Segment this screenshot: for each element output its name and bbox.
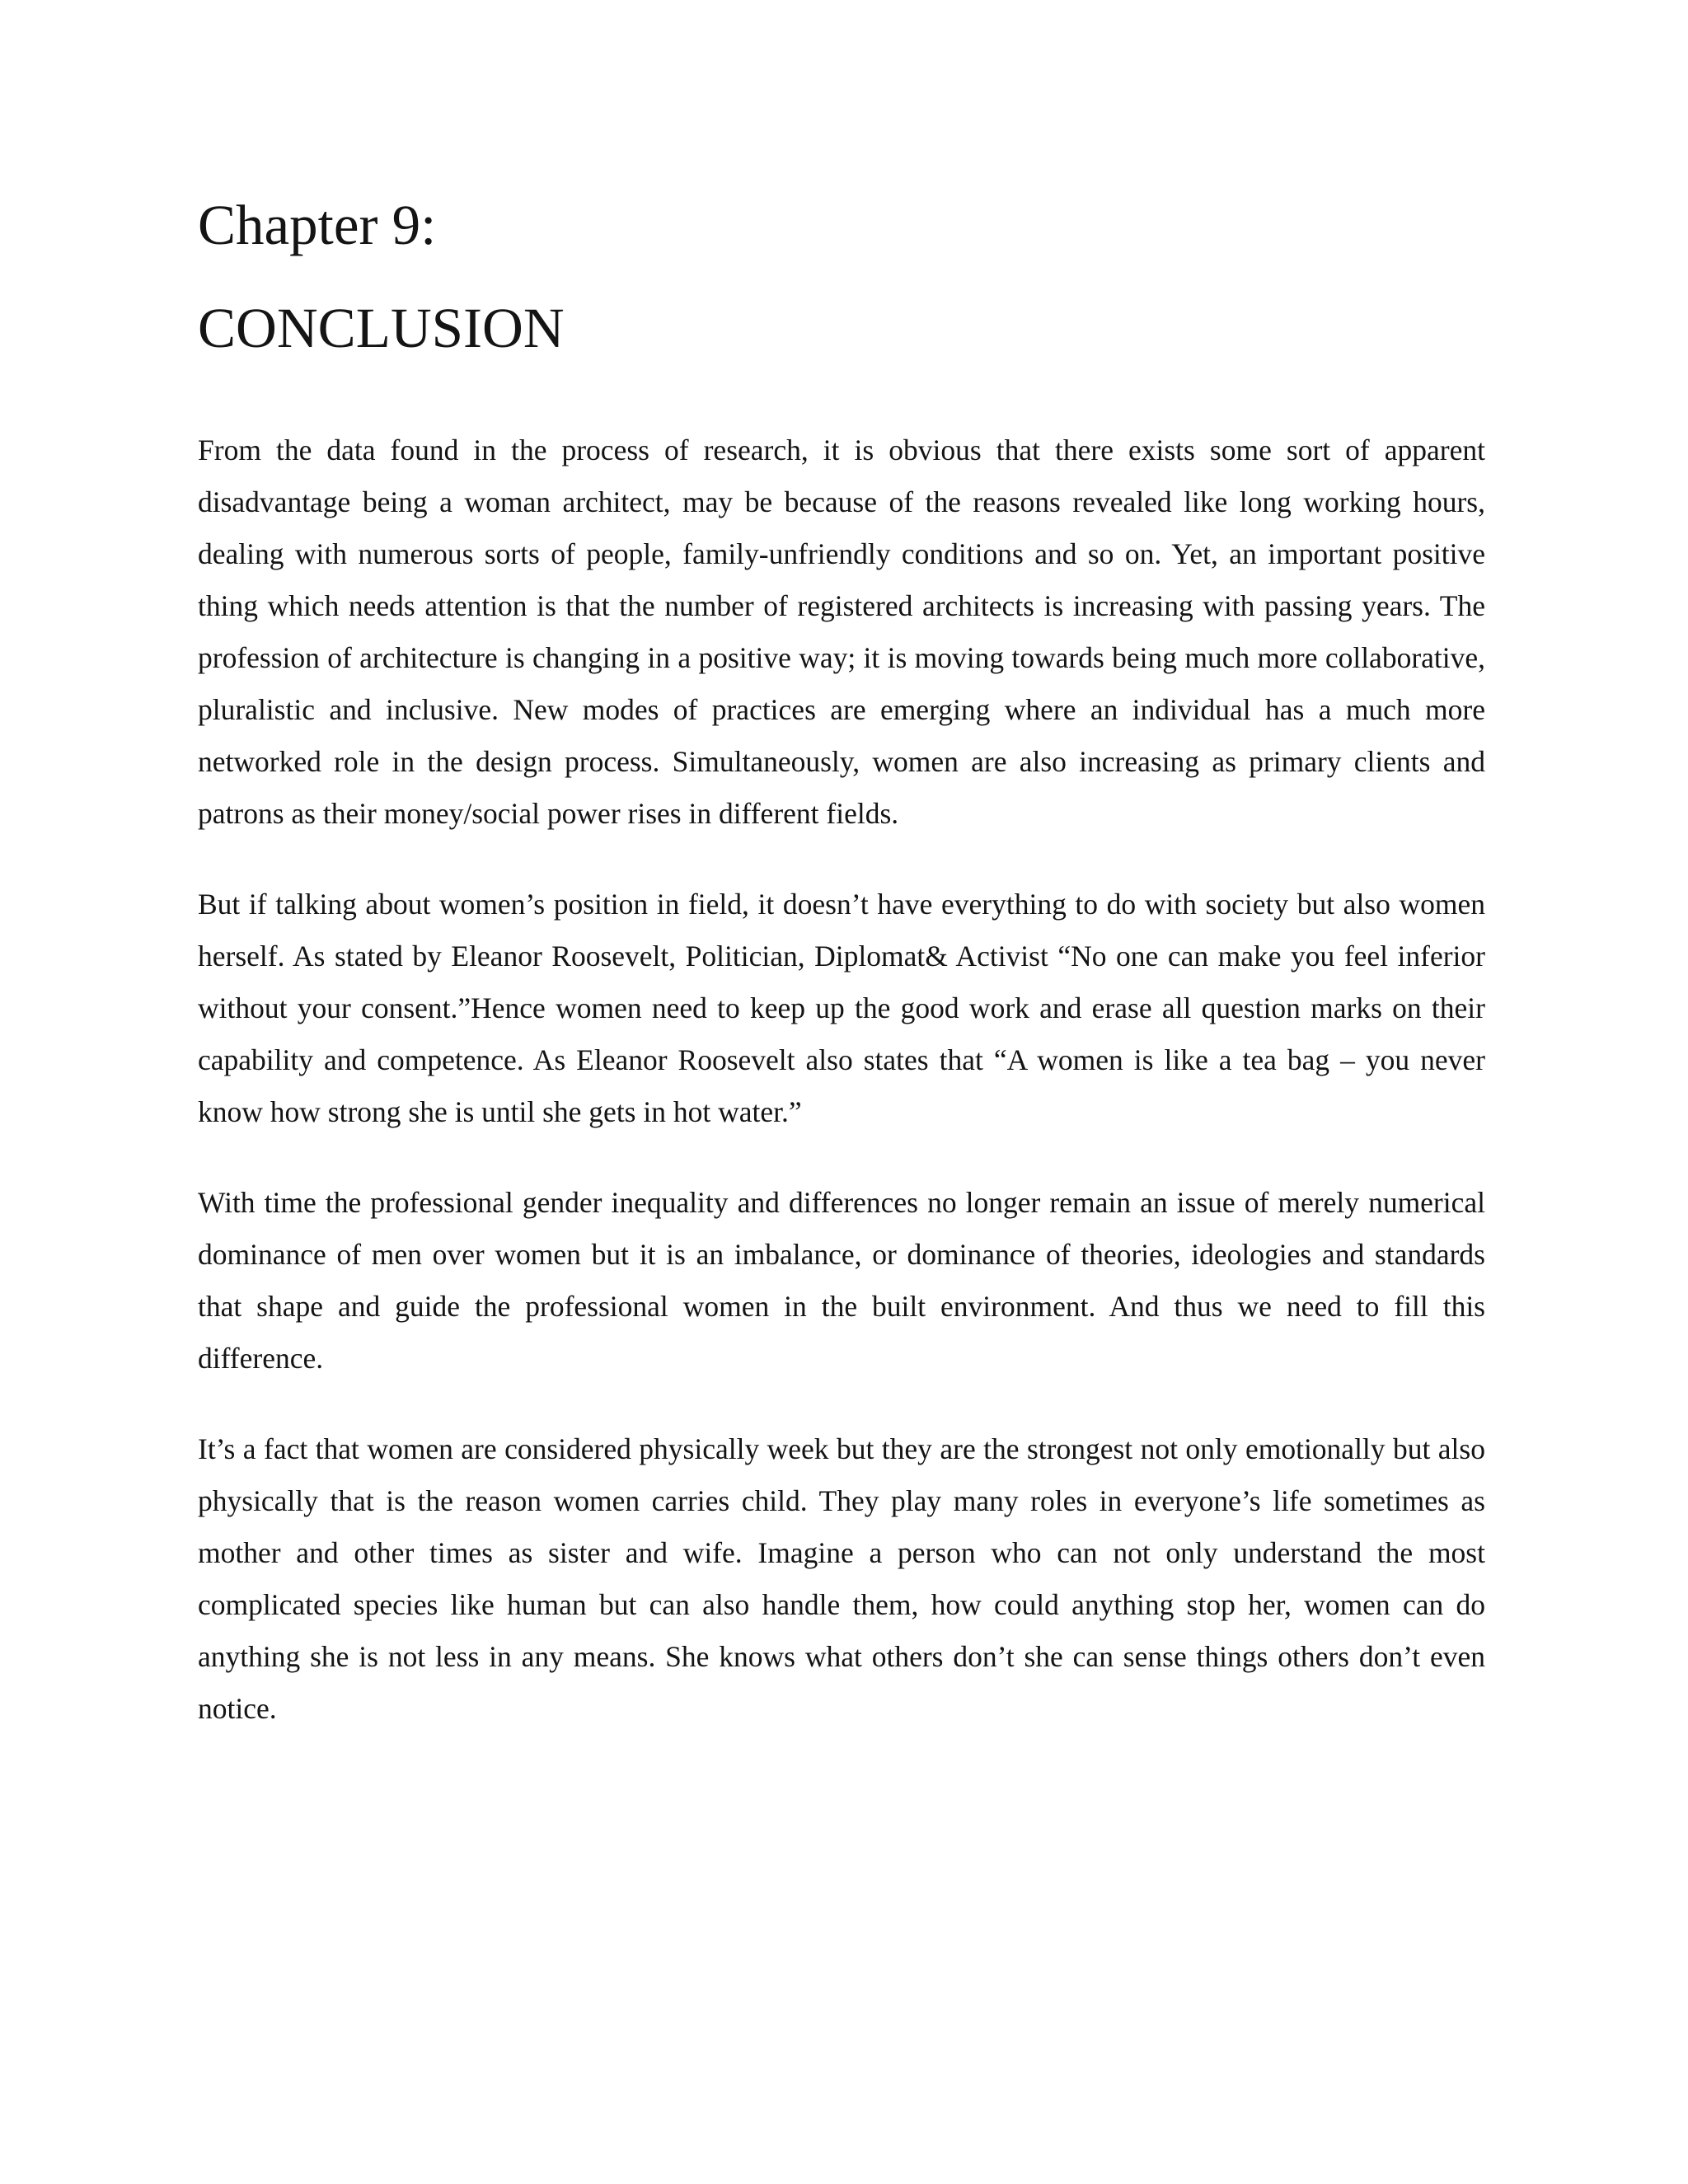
- paragraph: It’s a fact that women are considered physically week but they are the strongest not only emotionally but also physically that is the reason women carries child. They play many roles in everyone’s life sometimes as mother and other times as sister and wife. Imagine a person who can not only understand the most complicated species like human but can also handle them, how could anything stop her, women can do anything she is not less in any means. She knows what others don’t she can sense things others don’t even notice.: [198, 1432, 1485, 1725]
- paragraph: From the data found in the process of research, it is obvious that there exists some sort of apparent disadvantage being a woman architect, may be because of the reasons revealed like long working hours, dealing with numerous sorts of people, family-unfriendly conditions and so on. Yet, an important positive thing which needs attention is that the number of registered architects is increasing with passing years. The profession of architecture is changing in a positive way; it is moving towards being much more collaborative, pluralistic and inclusive. New modes of practices are emerging where an individual has a much more networked role in the design process. Simultaneously, women are also increasing as primary clients and patrons as their money/social power rises in different fields.: [198, 434, 1485, 830]
- paragraph: But if talking about women’s position in field, it doesn’t have everything to do with society but also women herself. As stated by Eleanor Roosevelt, Politician, Diplomat& Activist “No one can make you feel inferior without your consent.”Hence women need to keep up the good work and erase all question marks on their capability and competence. As Eleanor Roosevelt also states that “A women is like a tea bag – you never know how strong she is until she gets in hot water.”: [198, 888, 1485, 1128]
- chapter-title: CONCLUSION: [198, 297, 565, 359]
- body-text: [198, 424, 1485, 1774]
- paragraph: With time the professional gender inequality and differences no longer remain an issue of merely numerical dominance of men over women but it is an imbalance, or dominance of theories, ideologies and standards that shape and guide the professional women in the built environment. And thus we need to fill this difference.: [198, 1186, 1485, 1375]
- chapter-label: Chapter 9:: [198, 194, 437, 256]
